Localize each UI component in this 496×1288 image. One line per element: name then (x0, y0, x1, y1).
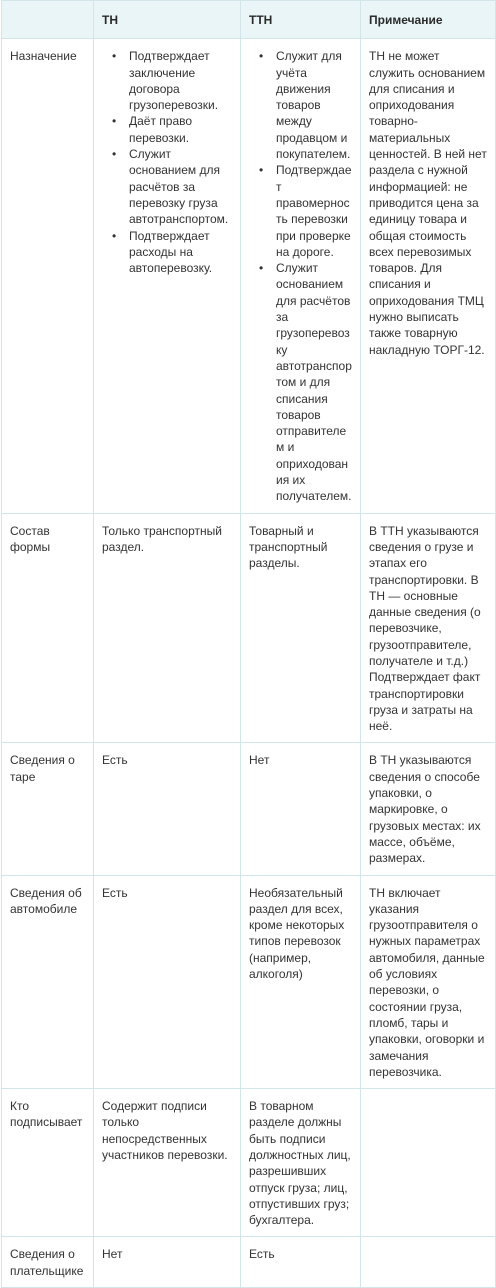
row-label: Сведения о таре (2, 743, 94, 875)
row-label: Сведения об автомобиле (2, 875, 94, 1089)
row-label: Назначение (2, 39, 94, 513)
table-body (2, 39, 496, 1288)
header-cell-tn: ТН (94, 1, 241, 39)
ttn-purpose-list (249, 48, 353, 504)
comparison-table (1, 0, 496, 1288)
header-cell-ttn: ТТН (241, 1, 361, 39)
table-header (2, 1, 496, 39)
table-row (2, 39, 496, 513)
cell-note: В ТН указываются сведения о способе упаковки, о маркировке, о грузовых местах: их массе, объёме, размерах. (361, 743, 496, 875)
list-item: • Служит основанием для расчётов за грузоперевозку автотранспортом и для списания товаров отправителем и оприходования их получателем. (267, 260, 353, 504)
cell-ttn (241, 39, 361, 513)
cell-tn (94, 39, 241, 513)
row-label: Сведения о плательщике (2, 1237, 94, 1288)
table-row (2, 1089, 496, 1237)
list-item: • Подтверждает правомерность перевозки при проверке на дороге. (267, 162, 353, 260)
row-label: Кто подписывает (2, 1089, 94, 1237)
header-cell-note: Примечание (361, 1, 496, 39)
cell-note: В ТТН указываются сведения о грузе и этапах его транспортировки. В ТН — основные данные сведения (о перевозчике, грузоотправителе, получателе и т.д.) Подтверждает факт транспортировки груза и затраты на неё. (361, 513, 496, 743)
cell-ttn: Есть (241, 1237, 361, 1288)
list-item: • Даёт право перевозки. (120, 113, 233, 146)
list-item: • Подтверждает заключение договора грузоперевозки. (120, 48, 233, 113)
header-row (2, 1, 496, 39)
cell-tn: Содержит подписи только непосредственных участников перевозки. (94, 1089, 241, 1237)
table-row (2, 743, 496, 875)
row-label: Состав формы (2, 513, 94, 743)
cell-ttn: Необязательный раздел для всех, кроме некоторых типов перевозок (например, алкоголя) (241, 875, 361, 1089)
cell-tn: Нет (94, 1237, 241, 1288)
tn-purpose-list (102, 48, 233, 276)
cell-note: ТН не может служить основанием для списания и оприходования товарно-материальных ценностей. В ней нет раздела с нужной информацией: не приводится цена за единицу товара и общая стоимость всех перевозимых товаров. Для списания и оприходования ТМЦ нужно выписать также товарную накладную ТОРГ-12. (361, 39, 496, 513)
list-item: • Подтверждает расходы на автоперевозку. (120, 228, 233, 277)
cell-tn: Только транспортный раздел. (94, 513, 241, 743)
cell-tn: Есть (94, 743, 241, 875)
cell-tn: Есть (94, 875, 241, 1089)
cell-note: ТН включает указания грузоотправителя о нужных параметрах автомобиля, данные об условиях перевозки, о состоянии груза, пломб, тары и упаковки, оговорки и замечания перевозчика. (361, 875, 496, 1089)
list-item: • Служит для учёта движения товаров между продавцом и покупателем. (267, 48, 353, 162)
list-item: • Служит основанием для расчётов за перевозку груза автотранспортом. (120, 146, 233, 227)
table-row (2, 513, 496, 743)
cell-note (361, 1237, 496, 1288)
header-cell-empty (2, 1, 94, 39)
cell-note (361, 1089, 496, 1237)
table-row (2, 875, 496, 1089)
table-row (2, 1237, 496, 1288)
cell-ttn: Нет (241, 743, 361, 875)
cell-ttn: В товарном разделе должны быть подписи должностных лиц, разрешивших отпуск груза; лиц, отпустивших груз; бухгалтера. (241, 1089, 361, 1237)
cell-ttn: Товарный и транспортный разделы. (241, 513, 361, 743)
